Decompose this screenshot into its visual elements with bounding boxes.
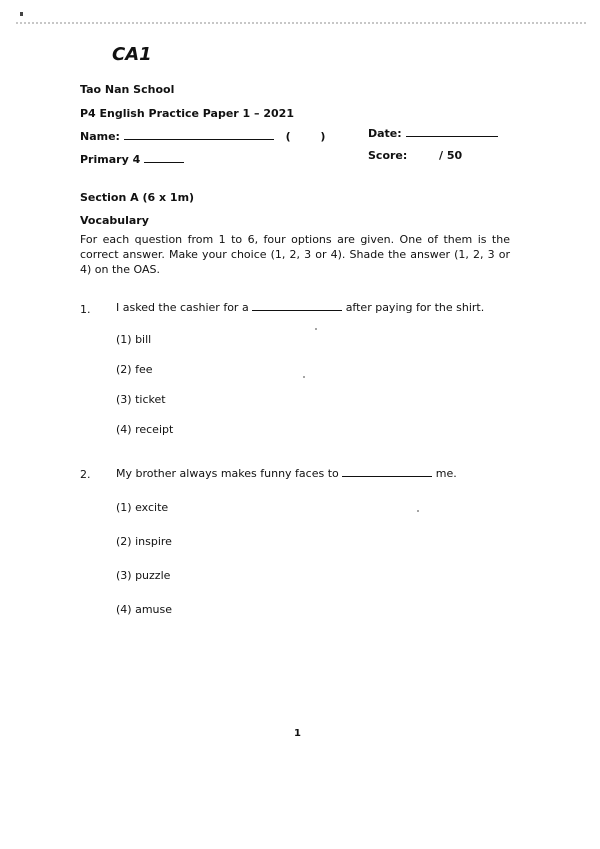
scan-artifact-dashes bbox=[16, 22, 586, 38]
question-1-option-2[interactable]: (2) fee bbox=[116, 363, 153, 376]
question-2-option-2[interactable]: (2) inspire bbox=[116, 535, 172, 548]
class-number-open-bracket: ( bbox=[285, 130, 291, 143]
question-1-text-before: I asked the cashier for a bbox=[116, 301, 249, 314]
score-label: Score: bbox=[368, 149, 408, 162]
school-name: Tao Nan School bbox=[80, 83, 175, 96]
question-2-number: 2. bbox=[80, 468, 91, 481]
question-2-text-after: me. bbox=[435, 467, 457, 480]
question-1-number: 1. bbox=[80, 303, 91, 316]
page-number: 1 bbox=[294, 728, 301, 739]
question-2-option-1[interactable]: (1) excite bbox=[116, 501, 169, 514]
scan-artifact-mark bbox=[20, 12, 23, 16]
instructions: For each question from 1 to 6, four options are given. One of them is the correct answer. Make your choice (1, 2, 3 or 4). Shade the answer (1, 2, 3 or 4) on the OAS. bbox=[80, 233, 510, 276]
date-label: Date: bbox=[368, 127, 402, 140]
question-1-option-1[interactable]: (1) bill bbox=[116, 333, 152, 346]
scan-speck bbox=[303, 376, 305, 378]
question-2-stem bbox=[116, 467, 457, 480]
question-2-option-4[interactable]: (4) amuse bbox=[116, 603, 173, 616]
section-heading: Section A (6 x 1m) bbox=[80, 191, 195, 204]
scan-speck bbox=[417, 510, 419, 512]
name-label: Name: bbox=[80, 130, 120, 143]
question-2-blank bbox=[342, 476, 432, 477]
question-1-stem bbox=[116, 301, 484, 314]
date-field-row[interactable] bbox=[368, 127, 498, 140]
class-blank[interactable] bbox=[144, 162, 184, 163]
score-row bbox=[368, 149, 462, 162]
paper-title: P4 English Practice Paper 1 – 2021 bbox=[80, 107, 294, 120]
question-2-option-3[interactable]: (3) puzzle bbox=[116, 569, 171, 582]
score-total: / 50 bbox=[438, 149, 463, 162]
class-label: Primary 4 bbox=[80, 153, 141, 166]
section-subheading: Vocabulary bbox=[80, 214, 149, 227]
question-2-text-before: My brother always makes funny faces to bbox=[116, 467, 339, 480]
question-1-text-after: after paying for the shirt. bbox=[345, 301, 485, 314]
question-1-option-3[interactable]: (3) ticket bbox=[116, 393, 166, 406]
question-1-option-4[interactable]: (4) receipt bbox=[116, 423, 174, 436]
name-field-row[interactable] bbox=[80, 130, 325, 143]
scan-speck bbox=[315, 328, 317, 330]
assessment-label: CA1 bbox=[112, 44, 152, 65]
date-blank[interactable] bbox=[406, 136, 498, 137]
class-number-close-bracket: ) bbox=[320, 130, 326, 143]
class-field-row[interactable] bbox=[80, 153, 184, 166]
name-blank[interactable] bbox=[124, 139, 274, 140]
question-1-blank bbox=[252, 310, 342, 311]
